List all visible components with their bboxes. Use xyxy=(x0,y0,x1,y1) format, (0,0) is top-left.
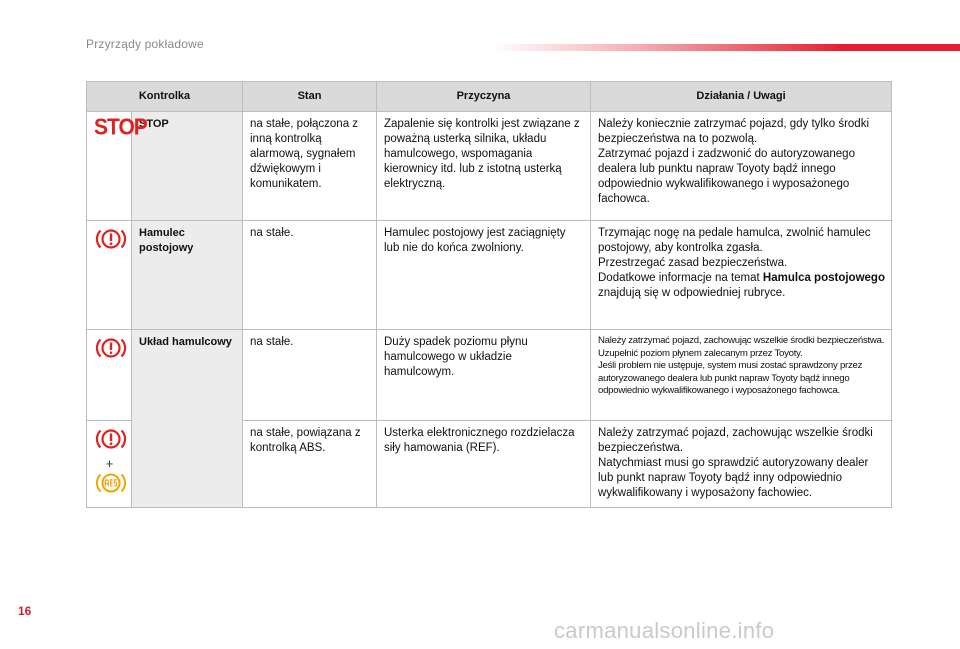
table-row xyxy=(87,221,892,330)
stop-warning-icon: STOP xyxy=(94,114,147,141)
col-header-kontrolka: Kontrolka xyxy=(87,82,243,112)
table-row xyxy=(87,330,892,421)
state-cell: na stałe. xyxy=(243,221,377,330)
state-cell: na stałe, powiązana z kontrolką ABS. xyxy=(243,421,377,508)
table-row xyxy=(87,112,892,221)
action-text: Trzymając nogę na pedale hamulca, zwolnić hamulec postojowy, aby kontrolka zgasła. xyxy=(598,227,871,254)
action-cell xyxy=(591,221,892,330)
icon-cell xyxy=(87,421,132,508)
action-text: Zatrzymać pojazd i zadzwonić do autoryzowanego dealera lub punktu napraw Toyoty bądź innego odpowiednio wykwalifikowanego i wyposażonego fachowca. xyxy=(598,148,855,205)
plus-sign: + xyxy=(105,456,114,471)
section-title: Przyrządy pokładowe xyxy=(86,37,204,51)
icon-cell xyxy=(87,221,132,330)
state-cell: na stałe, połączona z inną kontrolką alarmową, sygnałem dźwiękowym i komunikatem. xyxy=(243,112,377,221)
light-name: Układ hamulcowy xyxy=(132,330,243,508)
action-cell xyxy=(591,112,892,221)
action-text: Należy koniecznie zatrzymać pojazd, gdy tylko środki bezpieczeństwa na to pozwolą. xyxy=(598,118,870,145)
action-text: Jeśli problem nie ustępuje, system musi zostać sprawdzony przez autoryzowanego dealera lub punkt napraw Toyoty bądź innego odpowiednio wykwalifikowanego i wyposażonego fachowca. xyxy=(598,360,863,396)
brake-warning-icon xyxy=(94,335,128,361)
cause-cell: Duży spadek poziomu płynu hamulcowego w układzie hamulcowym. xyxy=(377,330,591,421)
action-text-suffix: znajdują się w odpowiedniej rubryce. xyxy=(598,287,786,299)
cause-cell: Usterka elektronicznego rozdzielacza siły hamowania (REF). xyxy=(377,421,591,508)
cause-cell: Zapalenie się kontrolki jest związane z poważną usterką silnika, układu hamulcowego, wspomagania kierownicy itd. lub z istotną usterką elektryczną. xyxy=(377,112,591,221)
cause-cell: Hamulec postojowy jest zaciągnięty lub nie do końca zwolniony. xyxy=(377,221,591,330)
table-header-row xyxy=(87,82,892,112)
state-cell: na stałe. xyxy=(243,330,377,421)
warning-lights-table xyxy=(86,81,892,508)
col-header-przyczyna: Przyczyna xyxy=(377,82,591,112)
action-text: Uzupełnić poziom płynem zalecanym przez Toyoty. xyxy=(598,347,803,359)
col-header-dzialania: Działania / Uwagi xyxy=(591,82,892,112)
col-header-stan: Stan xyxy=(243,82,377,112)
action-text: Natychmiast musi go sprawdzić autoryzowany dealer lub punkt napraw Toyoty bądź inny odpowiednio wykwalifikowany i wyposażony fachowiec. xyxy=(598,457,869,499)
action-text: Należy zatrzymać pojazd, zachowując wszelkie środki bezpieczeństwa. xyxy=(598,427,873,454)
action-text: Należy zatrzymać pojazd, zachowując wszelkie środki bezpieczeństwa. xyxy=(598,335,885,346)
action-cell xyxy=(591,421,892,508)
action-text xyxy=(598,271,885,301)
watermark: carmanualsonline.info xyxy=(554,618,775,643)
icon-cell xyxy=(87,112,147,221)
action-text-prefix: Dodatkowe informacje na temat xyxy=(598,272,763,284)
header-accent-bar xyxy=(490,44,960,51)
light-name: Hamulec postojowy xyxy=(132,221,243,330)
page-number: 16 xyxy=(18,604,32,618)
cross-reference-link: Hamulca postojowego xyxy=(762,272,885,284)
abs-icon xyxy=(94,470,128,496)
action-cell xyxy=(591,330,892,421)
action-text: Przestrzegać zasad bezpieczeństwa. xyxy=(598,257,788,269)
brake-warning-icon xyxy=(94,426,128,452)
brake-warning-icon xyxy=(94,226,128,252)
light-name: STOP xyxy=(132,112,243,221)
icon-cell xyxy=(87,330,132,421)
